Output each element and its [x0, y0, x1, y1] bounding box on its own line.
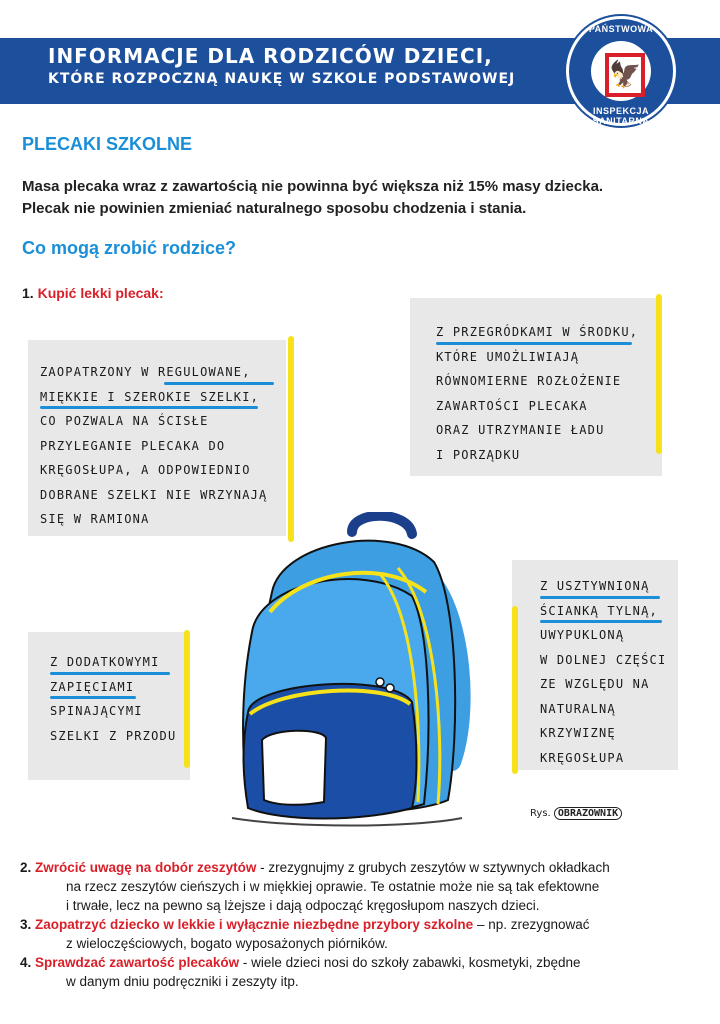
- badge-frame: [605, 53, 645, 97]
- step-2-text-line2: na rzecz zeszytów cieńszych i w miękkiej oprawie. Te ostatnie może nie są tak efektowne: [66, 879, 600, 894]
- step-1-number: 1.: [22, 285, 34, 301]
- card-buckles-text: Z DODATKOWYMI ZAPIĘCIAMI SPINAJĄCYMI SZELKI Z PRZODU: [50, 655, 177, 743]
- step-4: [20, 953, 700, 991]
- section-title: PLECAKI SZKOLNE: [22, 134, 193, 154]
- underline-highlight: [50, 672, 170, 675]
- card-compartments-text: Z PRZEGRÓDKAMI W ŚRODKU, KTÓRE UMOŻLIWIAJĄ RÓWNOMIERNE ROZŁOŻENIE ZAWARTOŚCI PLECAKA ORAZ UTRZYMANIE ŁADU I PORZĄDKU: [436, 325, 639, 462]
- question-heading: Co mogą zrobić rodzice?: [22, 238, 237, 258]
- yellow-highlight: [184, 630, 190, 768]
- badge-bottom-text: INSPEKCJA SANITARNA: [592, 106, 650, 126]
- underline-highlight: [540, 596, 660, 599]
- step-3-text-line1: – np. zrezygnować: [473, 917, 590, 932]
- step-2-title: Zwrócić uwagę na dobór zeszytów: [35, 860, 257, 875]
- signature-name: OBRAZOWNIK: [554, 807, 622, 820]
- step-3-text-line2: z wieloczęściowych, bogato wyposażonych piórników.: [66, 936, 388, 951]
- illustration-signature: [530, 808, 622, 819]
- sanitary-inspection-badge: [566, 16, 676, 126]
- step-4-text-line2: w danym dniu podręczniki i zeszyty itp.: [66, 974, 299, 989]
- steps-list: [20, 858, 700, 991]
- step-4-title: Sprawdzać zawartość plecaków: [35, 955, 240, 970]
- card-back-panel-text: Z USZTYWNIONĄ ŚCIANKĄ TYLNĄ, UWYPUKLONĄ W DOLNEJ CZĘŚCI ZE WZGLĘDU NA NATURALNĄ KRZYWIZNĘ KRĘGOSŁUPA: [540, 579, 667, 765]
- step-3-number: 3.: [20, 917, 32, 932]
- underline-highlight: [40, 406, 258, 409]
- header-title: [48, 44, 515, 88]
- step-1: [22, 285, 164, 301]
- header-title-line2: KTÓRE ROZPOCZNĄ NAUKĘ W SZKOLE PODSTAWOWEJ: [48, 71, 516, 87]
- step-4-text-line1: - wiele dzieci nosi do szkoły zabawki, kosmetyki, zbędne: [239, 955, 581, 970]
- card-straps-text: ZAOPATRZONY W REGULOWANE, MIĘKKIE I SZEROKIE SZELKI, CO POZWALA NA ŚCISŁE PRZYLEGANIE PLECAKA DO KRĘGOSŁUPA, A ODPOWIEDNIO DOBRANE SZELKI NIE WRZYNAJĄ SIĘ W RAMIONA: [40, 365, 268, 526]
- header-title-line1: INFORMACJE DLA RODZICÓW DZIECI,: [48, 44, 493, 68]
- signature-prefix: Rys.: [530, 808, 551, 819]
- underline-highlight: [164, 382, 274, 385]
- yellow-highlight: [656, 294, 662, 454]
- step-3-title: Zaopatrzyć dziecko w lekkie i wyłącznie niezbędne przybory szkolne: [35, 917, 474, 932]
- intro-text: [22, 176, 603, 220]
- step-2: [20, 858, 700, 915]
- eagle-icon: 🦅: [609, 59, 642, 89]
- step-2-text-line1: - zrezygnujmy z grubych zeszytów w sztywnych okładkach: [256, 860, 610, 875]
- yellow-highlight: [512, 606, 518, 774]
- backpack-illustration: [212, 512, 482, 832]
- underline-highlight: [540, 620, 662, 623]
- step-2-text-line3: i trwałe, lecz na pewno są lżejsze i dają odpocząć kręgosłupom naszych dzieci.: [66, 898, 540, 913]
- badge-top-text: PAŃSTWOWA: [588, 24, 654, 34]
- badge-inner-circle: [591, 41, 651, 101]
- intro-line2: Plecak nie powinien zmieniać naturalnego sposobu chodzenia i stania.: [22, 200, 527, 217]
- step-2-number: 2.: [20, 860, 32, 875]
- step-3: [20, 915, 700, 953]
- intro-line1: Masa plecaka wraz z zawartością nie powinna być większa niż 15% masy dziecka.: [22, 178, 604, 195]
- step-1-label: Kupić lekki plecak:: [37, 285, 164, 301]
- underline-highlight: [50, 696, 136, 699]
- step-4-number: 4.: [20, 955, 32, 970]
- underline-highlight: [436, 342, 632, 345]
